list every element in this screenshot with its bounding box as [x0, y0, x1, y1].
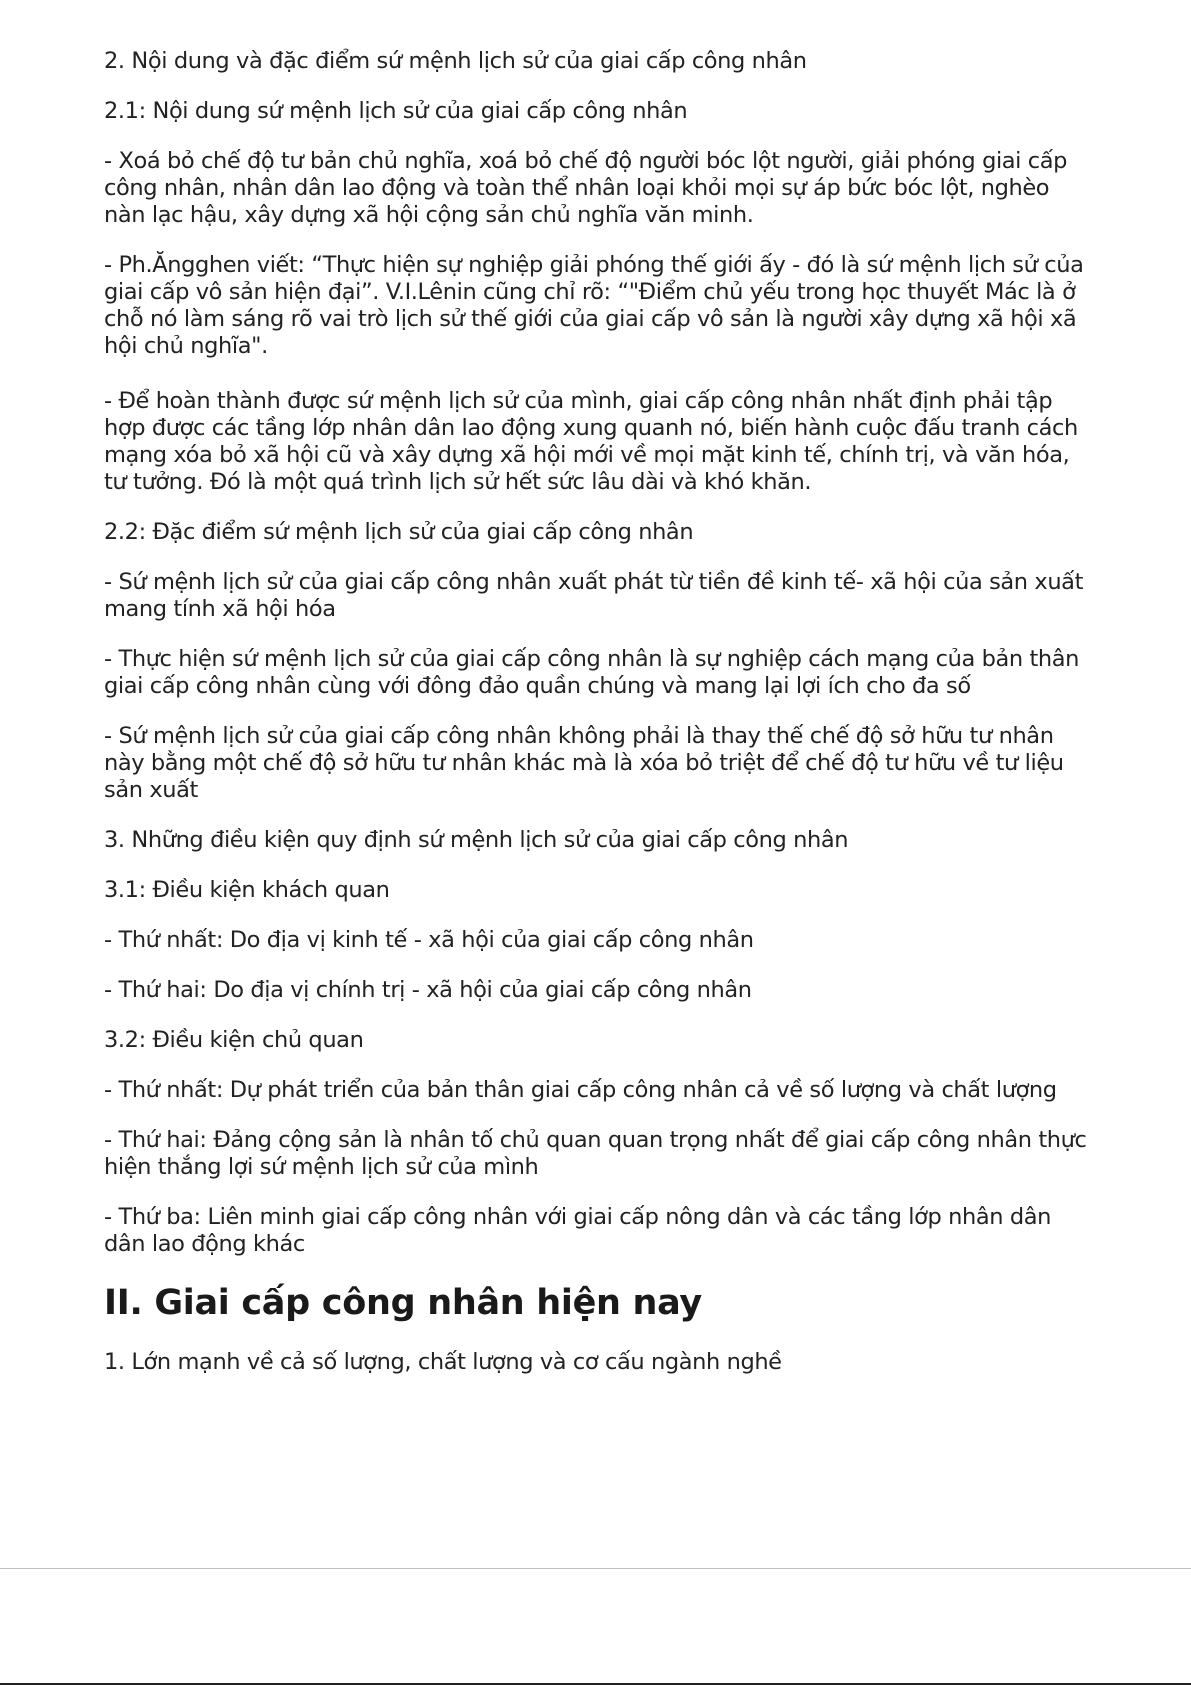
chapter-heading-ii: II. Giai cấp công nhân hiện nay — [104, 1283, 702, 1323]
subsection-heading-2-2: 2.2: Đặc điểm sứ mệnh lịch sử của giai cấp công nhân — [104, 519, 694, 545]
subsection-heading-3-2: 3.2: Điều kiện chủ quan — [104, 1027, 364, 1053]
paragraph: - Xoá bỏ chế độ tư bản chủ nghĩa, xoá bỏ chế độ người bóc lột người, giải phóng giai cấp công nhân, nhân dân lao động và toàn thể nhân loại khỏi mọi sự áp bức bóc lột, nghèo nàn lạc hậu, xây dựng xã hội cộng sản chủ nghĩa văn minh. — [104, 148, 1068, 228]
section-heading-2: 2. Nội dung và đặc điểm sứ mệnh lịch sử của giai cấp công nhân — [104, 48, 807, 74]
paragraph: - Thứ ba: Liên minh giai cấp công nhân với giai cấp nông dân và các tầng lớp nhân dân dân lao động khác — [104, 1204, 1051, 1257]
paragraph: - Sứ mệnh lịch sử của giai cấp công nhân xuất phát từ tiền đề kinh tế- xã hội của sản xuất mang tính xã hội hóa — [104, 569, 1083, 622]
paragraph: - Sứ mệnh lịch sử của giai cấp công nhân không phải là thay thế chế độ sở hữu tư nhân này bằng một chế độ sở hữu tư nhân khác mà là xóa bỏ triệt để chế độ tư hữu về tư liệu sản xuất — [104, 723, 1064, 803]
document-content — [104, 48, 1094, 1399]
subsection-heading-2-1: 2.1: Nội dung sứ mệnh lịch sử của giai cấp công nhân — [104, 98, 688, 124]
paragraph: - Thứ hai: Đảng cộng sản là nhân tố chủ quan quan trọng nhất để giai cấp công nhân thực hiện thắng lợi sứ mệnh lịch sử của mình — [104, 1127, 1087, 1180]
section-heading-1: 1. Lớn mạnh về cả số lượng, chất lượng và cơ cấu ngành nghề — [104, 1349, 782, 1375]
page-gap — [0, 1569, 1191, 1685]
section-heading-3: 3. Những điều kiện quy định sứ mệnh lịch sử của giai cấp công nhân — [104, 827, 849, 853]
subsection-heading-3-1: 3.1: Điều kiện khách quan — [104, 877, 390, 903]
paragraph: - Để hoàn thành được sứ mệnh lịch sử của mình, giai cấp công nhân nhất định phải tập hợp được các tầng lớp nhân dân lao động xung quanh nó, biến hành cuộc đấu tranh cách mạng xóa bỏ xã hội cũ và xây dựng xã hội mới về mọi mặt kinh tế, chính trị, và văn hóa, tư tưởng. Đó là một quá trình lịch sử hết sức lâu dài và khó khăn. — [104, 388, 1078, 495]
paragraph: - Thực hiện sứ mệnh lịch sử của giai cấp công nhân là sự nghiệp cách mạng của bản thân giai cấp công nhân cùng với đông đảo quần chúng và mang lại lợi ích cho đa số — [104, 646, 1080, 699]
list-item: - Thứ hai: Do địa vị chính trị - xã hội của giai cấp công nhân — [104, 977, 752, 1003]
list-item: - Thứ nhất: Do địa vị kinh tế - xã hội của giai cấp công nhân — [104, 927, 754, 953]
paragraph: - Thứ nhất: Dự phát triển của bản thân giai cấp công nhân cả về số lượng và chất lượng — [104, 1077, 1057, 1103]
paragraph: - Ph.Ăngghen viết: “Thực hiện sự nghiệp giải phóng thế giới ấy - đó là sứ mệnh lịch sử của giai cấp vô sản hiện đại”. V.I.Lênin cũng chỉ rõ: “"Điểm chủ yếu trong học thuyết Mác là ở chỗ nó làm sáng rõ vai trò lịch sử thế giới của giai cấp vô sản là người xây dựng xã hội xã hội chủ nghĩa". — [104, 252, 1084, 359]
